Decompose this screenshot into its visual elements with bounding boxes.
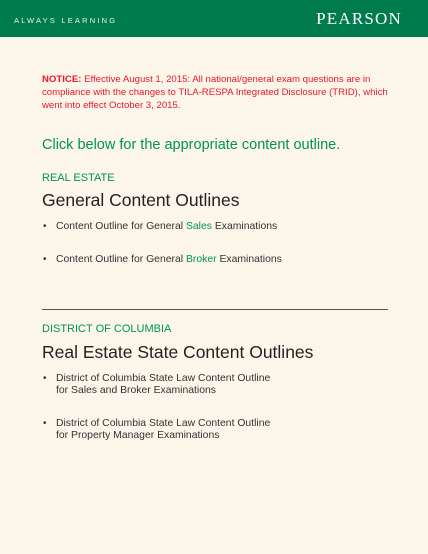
state-outlines-heading: Real Estate State Content Outlines (42, 342, 314, 362)
outline-link-general-broker[interactable] (42, 254, 362, 266)
pearson-logo[interactable]: PEARSON (316, 9, 402, 28)
outline-link-dc-sales-broker[interactable] (42, 373, 362, 397)
outline-link-general-sales[interactable] (42, 221, 362, 233)
notice-label: NOTICE: (42, 74, 82, 85)
header-bar (0, 0, 428, 37)
section-eyebrow-real-estate: REAL ESTATE (42, 172, 115, 184)
section-eyebrow-dc: DISTRICT OF COLUMBIA (42, 323, 172, 335)
link-text: Content Outline for General (56, 221, 186, 232)
link-highlight: Sales (185, 221, 212, 232)
bullet-icon: • (43, 254, 47, 265)
link-line-1: District of Columbia State Law Content Outline (56, 418, 271, 429)
link-line-1: District of Columbia State Law Content Outline (56, 373, 271, 384)
outline-link-dc-property-manager[interactable] (42, 418, 362, 442)
bullet-icon: • (43, 373, 47, 384)
link-text: Content Outline for General (56, 254, 186, 265)
link-line-2: for Property Manager Examinations (56, 430, 220, 441)
general-outlines-heading: General Content Outlines (42, 190, 240, 210)
link-text: Examinations (211, 221, 278, 232)
general-outline-list (42, 221, 362, 266)
section-divider (42, 309, 388, 310)
link-highlight: Broker (185, 254, 217, 265)
bullet-icon: • (43, 221, 47, 232)
notice-body: Effective August 1, 2015: All national/general exam questions are in compliance with the changes to TILA-RESPA Integrated Disclosure (TRID), which went into effect October 3, 2015. (42, 74, 388, 111)
tagline: ALWAYS LEARNING (14, 16, 118, 25)
link-text: Examinations (216, 254, 282, 265)
bullet-icon: • (43, 418, 47, 429)
call-to-action: Click below for the appropriate content outline. (42, 137, 341, 153)
link-line-2: for Sales and Broker Examinations (56, 385, 216, 396)
state-outline-list (42, 373, 362, 442)
notice-text (42, 73, 402, 112)
